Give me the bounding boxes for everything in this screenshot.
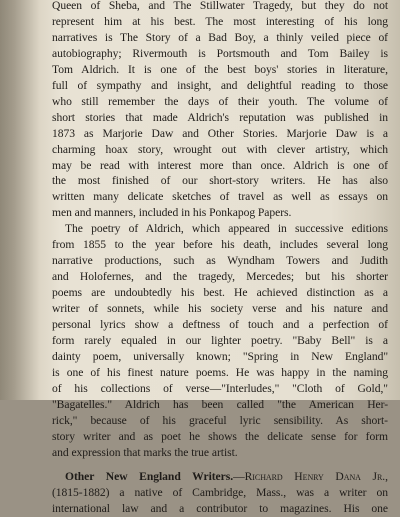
text-line: 1873 as Marjorie Daw and Other Stories. Marjorie Daw is a (52, 126, 388, 140)
text-line: form rarely equaled in our lighter poetry. "Baby Bell" is a (52, 334, 388, 348)
text-line: rick," because of his graceful lyric sensibility. As short- (52, 413, 388, 427)
text-line: dainty poem, universally known; "Spring in New England" (52, 349, 388, 363)
text-line: personal lyrics show a deftness of touch and a perfection of (52, 318, 388, 332)
text-line: The poetry of Aldrich, which appeared in successive editions (65, 222, 388, 236)
section-heading: Other New England Writers. (65, 469, 234, 483)
paragraph-gap (52, 461, 388, 469)
text-line: may be read with interest more than once. Aldrich is one of (52, 158, 388, 172)
paragraph-other-writers (52, 469, 388, 517)
text-body (52, 0, 388, 517)
text-line: (1815-1882) a native of Cambridge, Mass., was a writer on (52, 485, 388, 499)
text-line: and Holofernes, and the tragedy, Mercedes; but his shorter (52, 270, 388, 284)
text-line (52, 469, 388, 485)
text-line: story writer and as poet he shows the delicate sense for form (52, 429, 388, 443)
text-line: is one of his finest nature poems. He was happy in the naming (52, 365, 388, 379)
text-line: narrative productions, such as Wyndham Towers and Judith (52, 254, 388, 268)
paragraph-aldrich-prose (52, 0, 388, 221)
text-line: and expression that marks the true artist. (52, 445, 238, 459)
text-line: short stories that made Aldrich's reputation was published in (52, 110, 388, 124)
text-line: the most finished of our short-story writers. He has also (52, 174, 388, 188)
text-line: full of sympathy and insight, and delightful reading to those (52, 78, 388, 92)
text-line: from 1855 to the year before his death, includes several long (52, 238, 388, 252)
text-line: poems are undoubtedly his best. He achieved distinction as a (52, 286, 388, 300)
text-line: writer of sonnets, while his society verse and his nature and (52, 302, 388, 316)
text-line: of his collections of verse—"Interludes," "Cloth of Gold," (52, 381, 388, 395)
author-name: —Richard Henry Dana Jr., (233, 469, 388, 483)
text-line: autobiography; Rivermouth is Portsmouth and Tom Bailey is (52, 46, 388, 60)
text-line: written many delicate sketches of travel as well as essays on (52, 190, 388, 204)
text-line: represent him at his best. The most interesting of his long (52, 14, 388, 28)
text-line: Queen of Sheba, and The Stillwater Tragedy, but they do not (52, 0, 388, 12)
text-line: charming hoax story, wrought out with clever artistry, which (52, 142, 388, 156)
text-line: men and manners, included in his Ponkapog Papers. (52, 206, 292, 220)
text-line: Tom Aldrich. It is one of the best boys' stories in literature, (52, 62, 388, 76)
text-line: international law and a contributor to magazines. His one (52, 501, 388, 515)
paragraph-aldrich-poetry (52, 221, 388, 460)
text-line: "Bagatelles." Aldrich has been called "the American Her- (52, 397, 388, 411)
text-line: who still remember the days of their youth. The volume of (52, 94, 388, 108)
text-line: narratives is The Story of a Bad Boy, a thinly veiled piece of (52, 30, 388, 44)
